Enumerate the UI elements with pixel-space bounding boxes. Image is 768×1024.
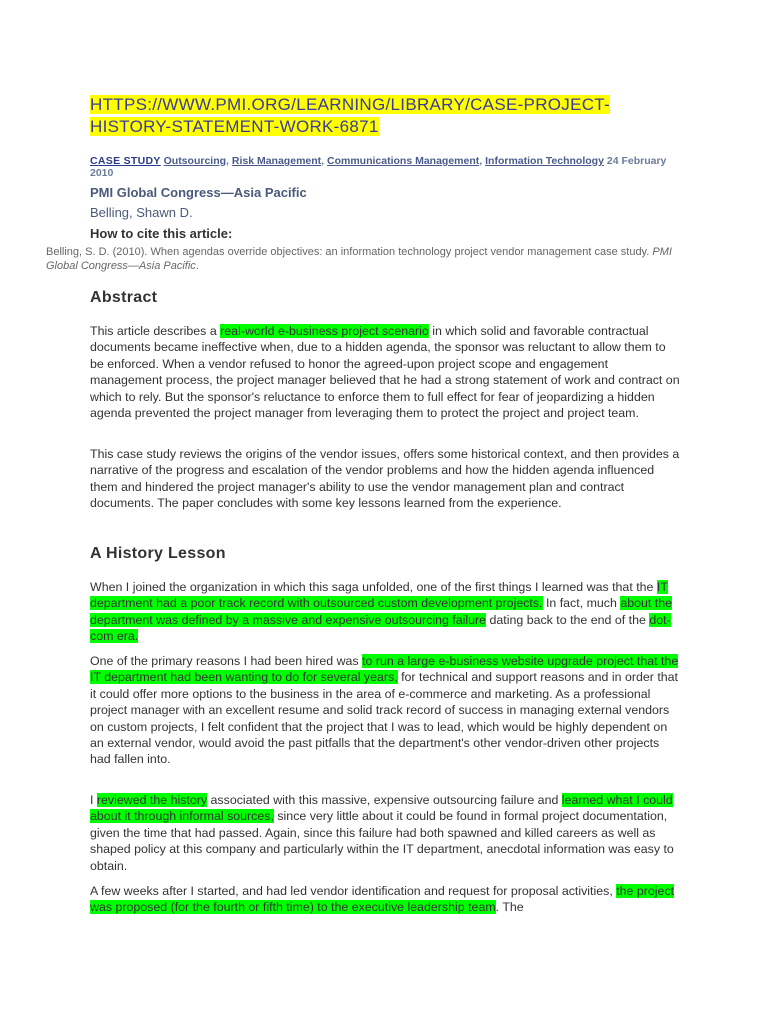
history-paragraph-2 xyxy=(90,653,680,768)
history-paragraph-1 xyxy=(90,579,680,645)
text-span: When I joined the organization in which this saga unfolded, one of the first things I learned was that the xyxy=(90,580,657,594)
article-meta: CASE STUDY Outsourcing, Risk Management, Communications Management, Information Technology 24 February 2010 xyxy=(90,155,667,179)
text-span: In fact, much xyxy=(542,596,621,611)
highlight: learned what I could about it through informal sources, xyxy=(90,793,673,824)
highlight: dot-com era. xyxy=(90,612,671,644)
text-span: A few weeks after I started, and had led vendor identification and request for proposal activities, xyxy=(90,884,617,898)
highlight: to run a large e-business website upgrade project that the IT department had been wanting to do for several years, xyxy=(90,654,679,685)
abstract-heading: Abstract xyxy=(90,289,158,306)
highlight: IT department had a poor track record with outsourced custom development projects. xyxy=(90,580,668,611)
tag-outsourcing-link[interactable]: Outsourcing xyxy=(163,155,227,167)
cite-heading-text: How to cite this article xyxy=(90,226,228,241)
highlight: about the department was defined by a massive and expensive outsourcing failure xyxy=(90,596,673,627)
citation-italic: PMI Global Congress—Asia Pacific xyxy=(46,246,672,272)
cite-heading xyxy=(90,226,232,241)
text-span: dating back to the end of the xyxy=(486,612,650,627)
url-title-text[interactable]: HTTPS://WWW.PMI.ORG/LEARNING/LIBRARY/CASE-PROJECT-HISTORY-STATEMENT-WORK-6871 xyxy=(90,95,611,136)
history-paragraph-4 xyxy=(90,883,680,916)
history-paragraph-3 xyxy=(90,792,680,874)
abstract-paragraph-1 xyxy=(90,323,680,421)
text-span: This article describes a xyxy=(90,324,221,338)
text-span: for technical and support reasons and in order that it could offer more options to the business in the area of e-commerce and marketing. As a professional project manager with an excellent resume and solid track record of success in managing external vendors on custom projects, I felt confident that the project that I was to lead, which would be highly dependent on an external vendor, would avoid the past pitfalls that the department's other vendor-driven other projects had fallen into. xyxy=(90,670,678,767)
citation-end: . xyxy=(195,260,199,272)
cite-heading-colon: : xyxy=(227,226,233,241)
history-heading: A History Lesson xyxy=(90,545,226,562)
highlight: real-world e-business project scenario xyxy=(220,324,429,338)
article-url-title[interactable] xyxy=(90,94,690,138)
text-span: . The xyxy=(495,900,524,915)
publish-date: 24 February 2010 xyxy=(90,155,667,179)
author-name: Belling, Shawn D. xyxy=(90,205,193,220)
conference-name: PMI Global Congress—Asia Pacific xyxy=(90,185,307,200)
abstract-paragraph-2: This case study reviews the origins of the vendor issues, offers some historical context, and then provides a narrative of the progress and escalation of the vendor problems and how the hidden agenda influenced them and hindered the project manager's ability to use the vendor management plan and contract documents. The paper concludes with some key lessons learned from the experience. xyxy=(90,447,680,511)
tag-information-technology-link[interactable]: Information Technology xyxy=(485,155,604,167)
tag-risk-management-link[interactable]: Risk Management xyxy=(231,155,322,167)
text-span: associated with this massive, expensive outsourcing failure and xyxy=(207,793,562,807)
highlight: the project was proposed (for the fourth or fifth time) to the executive leadership team xyxy=(90,884,675,915)
citation-plain: Belling, S. D. (2010). When agendas override objectives: an information technology project vendor management case study. xyxy=(46,246,653,258)
highlight: reviewed the history xyxy=(96,793,208,807)
case-study-link[interactable]: CASE STUDY xyxy=(90,155,161,167)
tag-communications-management-link[interactable]: Communications Management xyxy=(327,155,480,167)
text-span: in which solid and favorable contractual documents became ineffective when, due to a hidden agenda, the sponsor was reluctant to allow them to be enforced. When a vendor refused to honor the agreed-upon project scope and engagement management process, the project manager believed that he had a strong statement of work and contract on which to rely. But the sponsor's reluctance to enforce them to full effect for fear of jeopardizing a hidden agenda prevented the project manager from leveraging them to protect the project and project team. xyxy=(90,324,680,421)
text-span: I xyxy=(90,793,97,807)
citation-text xyxy=(46,245,686,273)
text-span: since very little about it could be found in formal project documentation, given the time that had passed. Again, since this failure had both spawned and killed careers as well as shaped policy at this company and particularly within the IT department, anecdotal information was easy to obtain. xyxy=(90,809,674,873)
text-span: One of the primary reasons I had been hired was xyxy=(90,654,363,668)
